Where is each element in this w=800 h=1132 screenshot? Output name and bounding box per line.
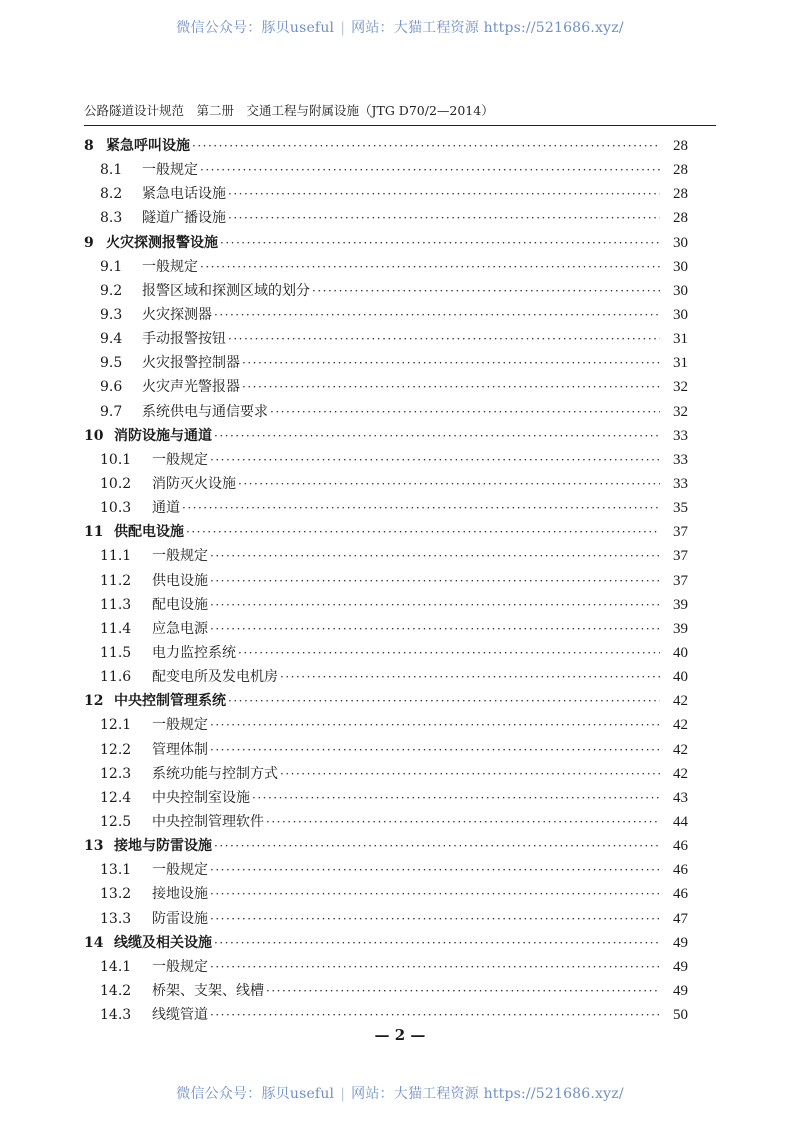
dot-leader	[220, 231, 660, 255]
toc-entry-number: 11.3	[100, 596, 132, 613]
toc-entry-title: 一般规定	[152, 451, 208, 468]
toc-entry-section[interactable]	[84, 907, 688, 931]
dot-leader	[192, 134, 660, 158]
toc-entry-page: 31	[673, 331, 688, 348]
toc-entry-section[interactable]	[84, 617, 688, 641]
toc-entry-page: 44	[673, 813, 688, 830]
toc-entry-title: 通道	[152, 500, 180, 517]
toc-entry-title: 紧急电话设施	[142, 186, 226, 203]
toc-entry-number: 10.2	[100, 475, 132, 492]
toc-entry-page: 46	[673, 886, 688, 903]
toc-entry-number: 8.1	[100, 162, 123, 179]
toc-entry-number: 8.2	[100, 186, 123, 203]
toc-entry-title: 消防设施与通道	[114, 427, 212, 444]
toc-entry-title: 中央控制室设施	[152, 789, 250, 806]
dot-leader	[252, 786, 660, 810]
dot-leader	[200, 255, 660, 279]
toc-entry-chapter[interactable]	[84, 834, 688, 858]
dot-leader	[312, 279, 660, 303]
dot-leader	[210, 713, 660, 737]
toc-entry-number: 14.1	[100, 958, 132, 975]
toc-entry-page: 30	[673, 306, 688, 323]
toc-entry-number: 11.1	[100, 548, 132, 565]
toc-entry-number: 9	[84, 234, 94, 251]
dot-leader	[210, 955, 660, 979]
toc-entry-title: 供配电设施	[114, 524, 184, 541]
dot-leader	[210, 907, 660, 931]
toc-entry-title: 紧急呼叫设施	[106, 138, 190, 154]
toc-entry-number: 13.1	[100, 862, 132, 879]
toc-entry-section[interactable]	[84, 206, 688, 230]
toc-entry-page: 33	[673, 475, 688, 492]
toc-entry-page: 30	[673, 234, 688, 251]
toc-entry-title: 隧道广播设施	[142, 210, 226, 227]
toc-entry-section[interactable]	[84, 158, 688, 182]
dot-leader	[210, 1003, 660, 1027]
toc-entry-section[interactable]	[84, 400, 688, 424]
dot-leader	[210, 569, 660, 593]
toc-entry-number: 12.1	[100, 717, 132, 734]
toc-entry-page: 31	[673, 355, 688, 372]
dot-leader	[214, 834, 660, 858]
toc-entry-number: 11.5	[100, 644, 132, 661]
dot-leader	[210, 593, 660, 617]
toc-entry-title: 线缆及相关设施	[114, 934, 212, 951]
toc-entry-section[interactable]	[84, 448, 688, 472]
dot-leader	[210, 544, 660, 568]
toc-entry-title: 配变电所及发电机房	[152, 669, 278, 686]
toc-entry-page: 30	[673, 258, 688, 275]
toc-entry-section[interactable]	[84, 496, 688, 520]
toc-entry-section[interactable]	[84, 955, 688, 979]
table-of-contents	[84, 134, 688, 1027]
dot-leader	[182, 496, 660, 520]
toc-entry-page: 49	[673, 958, 688, 975]
toc-entry-page: 39	[673, 620, 688, 637]
toc-entry-page: 46	[673, 838, 688, 855]
header-rule	[84, 125, 716, 126]
toc-entry-number: 9.6	[100, 379, 123, 396]
dot-leader	[242, 375, 660, 399]
toc-entry-page: 49	[673, 982, 688, 999]
dot-leader	[270, 400, 660, 424]
toc-entry-page: 30	[673, 282, 688, 299]
toc-entry-page: 42	[673, 741, 688, 758]
dot-leader	[214, 424, 660, 448]
toc-entry-section[interactable]	[84, 713, 688, 737]
toc-entry-chapter[interactable]	[84, 931, 688, 955]
toc-entry-title: 火灾探测器	[142, 306, 212, 323]
toc-entry-section[interactable]	[84, 375, 688, 399]
toc-entry-number: 14.3	[100, 1007, 132, 1024]
toc-entry-title: 电力监控系统	[152, 644, 236, 661]
toc-entry-page: 33	[673, 427, 688, 444]
dot-leader	[186, 520, 660, 544]
watermark-website-text: 网站：大猫工程资源 https://521686.xyz/	[351, 20, 624, 36]
toc-entry-number: 11.4	[100, 620, 132, 637]
dot-leader	[266, 810, 660, 834]
toc-entry-number: 9.3	[100, 306, 123, 323]
toc-entry-page: 37	[673, 548, 688, 565]
dot-leader	[210, 617, 660, 641]
toc-entry-title: 火灾声光警报器	[142, 379, 240, 396]
dot-leader	[280, 665, 660, 689]
toc-entry-number: 14	[84, 934, 104, 951]
page-number: — 2 —	[374, 1026, 426, 1044]
toc-entry-number: 8	[84, 138, 94, 154]
dot-leader	[228, 327, 660, 351]
toc-entry-page: 40	[673, 644, 688, 661]
toc-entry-section[interactable]	[84, 1003, 688, 1027]
toc-entry-title: 一般规定	[152, 862, 208, 879]
toc-entry-title: 线缆管道	[152, 1007, 208, 1024]
toc-entry-number: 9.1	[100, 258, 123, 275]
toc-entry-number: 10.3	[100, 500, 132, 517]
toc-entry-number: 9.7	[100, 403, 123, 420]
running-header: 公路隧道设计规范 第二册 交通工程与附属设施（JTG D70/2—2014）	[84, 103, 494, 118]
toc-entry-section[interactable]	[84, 762, 688, 786]
toc-entry-page: 50	[673, 1007, 688, 1024]
toc-entry-section[interactable]	[84, 255, 688, 279]
toc-entry-section[interactable]	[84, 182, 688, 206]
toc-entry-title: 火灾报警控制器	[142, 355, 240, 372]
toc-entry-section[interactable]	[84, 279, 688, 303]
toc-entry-title: 应急电源	[152, 620, 208, 637]
toc-entry-page: 28	[673, 210, 688, 227]
watermark-wechat-text: 微信公众号：豚贝useful	[176, 20, 335, 36]
toc-entry-page: 28	[673, 138, 688, 154]
toc-entry-title: 接地与防雷设施	[114, 838, 212, 855]
toc-entry-number: 12.4	[100, 789, 132, 806]
toc-entry-title: 一般规定	[142, 258, 198, 275]
watermark-wechat-text: 微信公众号：豚贝useful	[176, 1086, 335, 1102]
toc-entry-number: 9.5	[100, 355, 123, 372]
watermark-top	[0, 17, 800, 37]
toc-entry-section[interactable]	[84, 665, 688, 689]
toc-entry-chapter[interactable]	[84, 231, 688, 255]
toc-entry-title: 一般规定	[142, 162, 198, 179]
toc-entry-page: 28	[673, 162, 688, 179]
toc-entry-number: 13.3	[100, 910, 132, 927]
toc-entry-title: 报警区域和探测区域的划分	[142, 282, 310, 299]
dot-leader	[228, 206, 660, 230]
toc-entry-number: 12	[84, 693, 104, 710]
toc-entry-title: 一般规定	[152, 717, 208, 734]
toc-entry-title: 管理体制	[152, 741, 208, 758]
toc-entry-page: 40	[673, 669, 688, 686]
toc-entry-number: 12.3	[100, 765, 132, 782]
toc-entry-title: 消防灭火设施	[152, 475, 236, 492]
toc-entry-number: 12.2	[100, 741, 132, 758]
toc-entry-title: 手动报警按钮	[142, 331, 226, 348]
dot-leader	[228, 689, 660, 713]
toc-entry-number: 10.1	[100, 451, 132, 468]
toc-entry-section[interactable]	[84, 303, 688, 327]
dot-leader	[280, 762, 660, 786]
toc-entry-number: 12.5	[100, 813, 132, 830]
toc-entry-number: 13	[84, 838, 104, 855]
toc-entry-page: 37	[673, 572, 688, 589]
toc-entry-number: 8.3	[100, 210, 123, 227]
toc-entry-section[interactable]	[84, 738, 688, 762]
toc-entry-page: 47	[673, 910, 688, 927]
dot-leader	[210, 448, 660, 472]
toc-entry-section[interactable]	[84, 786, 688, 810]
toc-entry-number: 11	[84, 524, 104, 541]
toc-entry-title: 配电设施	[152, 596, 208, 613]
toc-entry-title: 系统供电与通信要求	[142, 403, 268, 420]
toc-entry-section[interactable]	[84, 544, 688, 568]
toc-entry-page: 35	[673, 500, 688, 517]
toc-entry-section[interactable]	[84, 351, 688, 375]
dot-leader	[242, 351, 660, 375]
toc-entry-section[interactable]	[84, 858, 688, 882]
toc-entry-title: 桥架、支架、线槽	[152, 982, 264, 999]
toc-entry-section[interactable]	[84, 641, 688, 665]
toc-entry-title: 中央控制管理系统	[114, 693, 226, 710]
toc-entry-section[interactable]	[84, 593, 688, 617]
toc-entry-number: 10	[84, 427, 104, 444]
toc-entry-page: 32	[673, 403, 688, 420]
toc-entry-page: 37	[673, 524, 688, 541]
watermark-website-text: 网站：大猫工程资源 https://521686.xyz/	[351, 1086, 624, 1102]
toc-entry-section[interactable]	[84, 327, 688, 351]
toc-entry-title: 系统功能与控制方式	[152, 765, 278, 782]
toc-entry-number: 9.2	[100, 282, 123, 299]
toc-entry-title: 火灾探测报警设施	[106, 234, 218, 251]
toc-entry-section[interactable]	[84, 882, 688, 906]
toc-entry-page: 49	[673, 934, 688, 951]
toc-entry-chapter[interactable]	[84, 689, 688, 713]
toc-entry-chapter[interactable]	[84, 134, 688, 158]
toc-entry-title: 防雷设施	[152, 910, 208, 927]
toc-entry-section[interactable]	[84, 569, 688, 593]
dot-leader	[210, 882, 660, 906]
watermark-separator: |	[340, 1086, 346, 1102]
toc-entry-number: 9.4	[100, 331, 123, 348]
toc-entry-page: 32	[673, 379, 688, 396]
toc-entry-section[interactable]	[84, 472, 688, 496]
toc-entry-page: 28	[673, 186, 688, 203]
toc-entry-number: 11.6	[100, 669, 132, 686]
dot-leader	[214, 931, 660, 955]
dot-leader	[238, 641, 660, 665]
toc-entry-page: 46	[673, 862, 688, 879]
dot-leader	[266, 979, 660, 1003]
dot-leader	[200, 158, 660, 182]
toc-entry-title: 中央控制管理软件	[152, 813, 264, 830]
toc-entry-title: 接地设施	[152, 886, 208, 903]
toc-entry-page: 42	[673, 765, 688, 782]
toc-entry-title: 一般规定	[152, 548, 208, 565]
toc-entry-page: 33	[673, 451, 688, 468]
dot-leader	[210, 738, 660, 762]
toc-entry-section[interactable]	[84, 979, 688, 1003]
toc-entry-section[interactable]	[84, 810, 688, 834]
toc-entry-number: 13.2	[100, 886, 132, 903]
toc-entry-page: 43	[673, 789, 688, 806]
toc-entry-number: 11.2	[100, 572, 132, 589]
toc-entry-page: 39	[673, 596, 688, 613]
toc-entry-title: 一般规定	[152, 958, 208, 975]
toc-entry-number: 14.2	[100, 982, 132, 999]
watermark-separator: |	[340, 20, 346, 36]
watermark-bottom	[0, 1083, 800, 1103]
toc-entry-chapter[interactable]	[84, 520, 688, 544]
dot-leader	[214, 303, 660, 327]
toc-entry-chapter[interactable]	[84, 424, 688, 448]
dot-leader	[210, 858, 660, 882]
toc-entry-page: 42	[673, 717, 688, 734]
toc-entry-page: 42	[673, 693, 688, 710]
toc-entry-title: 供电设施	[152, 572, 208, 589]
dot-leader	[238, 472, 660, 496]
dot-leader	[228, 182, 660, 206]
